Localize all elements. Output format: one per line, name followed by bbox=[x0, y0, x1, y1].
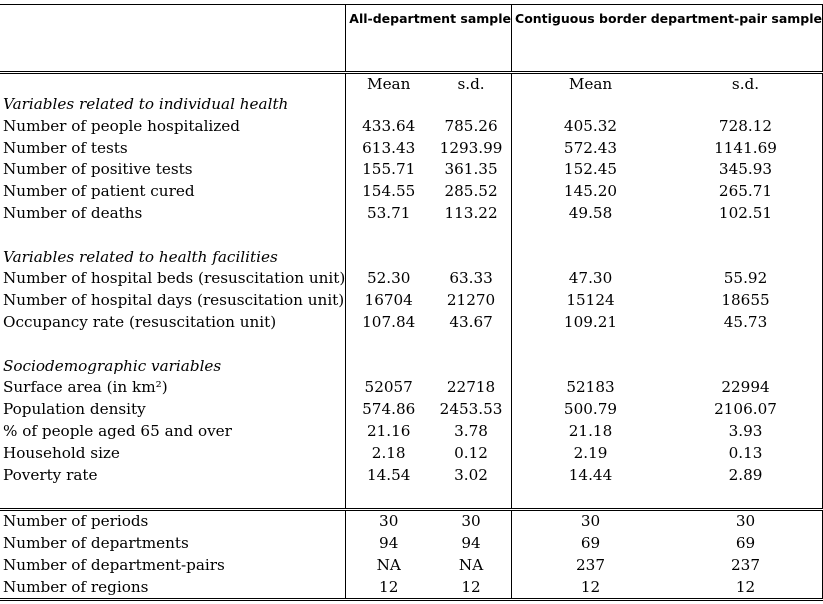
column-header-row bbox=[0, 73, 823, 95]
empty-cell bbox=[346, 334, 428, 356]
value-cell: 109.21 bbox=[563, 312, 618, 331]
mean-header-2: Mean bbox=[512, 73, 666, 95]
value-cell: 0.13 bbox=[666, 443, 823, 465]
counts-body bbox=[0, 510, 823, 600]
value-cell: 14.54 bbox=[366, 465, 411, 484]
value-cell: 16704 bbox=[364, 291, 413, 310]
section-header-row bbox=[0, 356, 823, 378]
value-cell: 113.22 bbox=[428, 203, 511, 225]
value-cell: 69 bbox=[666, 533, 823, 555]
row-label: Number of periods bbox=[0, 510, 346, 533]
empty-cell bbox=[428, 334, 511, 356]
row-label: Surface area (in km²) bbox=[0, 377, 346, 399]
count-row bbox=[0, 577, 823, 600]
value-cell: 237 bbox=[666, 555, 823, 577]
value-cell: 53.71 bbox=[366, 203, 411, 222]
spacer-row bbox=[0, 225, 823, 247]
empty-cell bbox=[346, 247, 428, 269]
value-cell: 30 bbox=[512, 510, 666, 533]
empty-cell bbox=[666, 334, 823, 356]
row-label: Number of departments bbox=[0, 533, 346, 555]
spacer-row bbox=[0, 334, 823, 356]
value-cell: 405.32 bbox=[563, 116, 618, 135]
value-cell: 30 bbox=[666, 510, 823, 533]
value-cell: 500.79 bbox=[563, 400, 618, 419]
spacer-cell bbox=[0, 334, 346, 356]
column-header-blank bbox=[0, 73, 346, 95]
row-label: Number of hospital days (resuscitation unit) bbox=[0, 290, 346, 312]
table-row bbox=[0, 181, 823, 203]
empty-cell bbox=[512, 225, 666, 247]
value-cell: 1141.69 bbox=[666, 138, 823, 160]
section-title: Sociodemographic variables bbox=[0, 356, 346, 378]
empty-cell bbox=[512, 486, 666, 509]
value-cell: 728.12 bbox=[666, 116, 823, 138]
row-label: Number of people hospitalized bbox=[0, 116, 346, 138]
row-label: Population density bbox=[0, 399, 346, 421]
value-cell: 52183 bbox=[566, 378, 615, 397]
value-cell: 145.20 bbox=[563, 182, 618, 201]
statistics-body bbox=[0, 94, 823, 510]
value-cell: 0.12 bbox=[428, 443, 511, 465]
all-department-header: All-department sample bbox=[346, 5, 512, 73]
empty-cell bbox=[666, 225, 823, 247]
row-label: Number of tests bbox=[0, 138, 346, 160]
empty-cell bbox=[428, 356, 511, 378]
row-label: Poverty rate bbox=[0, 465, 346, 487]
empty-cell bbox=[346, 94, 428, 116]
value-cell: 1293.99 bbox=[428, 138, 511, 160]
table-row bbox=[0, 116, 823, 138]
row-label: Number of regions bbox=[0, 577, 346, 600]
value-cell: 21270 bbox=[428, 290, 511, 312]
empty-cell bbox=[512, 247, 666, 269]
count-row bbox=[0, 510, 823, 533]
empty-cell bbox=[428, 486, 511, 509]
value-cell: NA bbox=[376, 555, 401, 574]
table-row bbox=[0, 377, 823, 399]
table-row bbox=[0, 443, 823, 465]
value-cell: 265.71 bbox=[666, 181, 823, 203]
empty-cell bbox=[346, 356, 428, 378]
value-cell: 43.67 bbox=[428, 312, 511, 334]
value-cell: 152.45 bbox=[563, 160, 618, 179]
value-cell: 12 bbox=[346, 577, 428, 600]
value-cell: 45.73 bbox=[666, 312, 823, 334]
row-label: % of people aged 65 and over bbox=[0, 421, 346, 443]
empty-cell bbox=[428, 94, 511, 116]
value-cell: 21.18 bbox=[568, 421, 613, 440]
value-cell: 30 bbox=[346, 510, 428, 533]
value-cell: 14.44 bbox=[568, 465, 613, 484]
value-cell: 21.16 bbox=[366, 421, 411, 440]
section-header-row bbox=[0, 94, 823, 116]
empty-cell bbox=[666, 486, 823, 509]
value-cell: 52057 bbox=[364, 378, 413, 397]
empty-cell bbox=[512, 356, 666, 378]
table-row bbox=[0, 268, 823, 290]
spacer-cell bbox=[0, 225, 346, 247]
value-cell: 361.35 bbox=[428, 159, 511, 181]
section-title: Variables related to individual health bbox=[0, 94, 346, 116]
empty-cell bbox=[428, 247, 511, 269]
spacer-cell bbox=[0, 486, 346, 509]
value-cell: 94 bbox=[428, 533, 511, 555]
empty-cell bbox=[428, 225, 511, 247]
value-cell: 3.02 bbox=[428, 465, 511, 487]
table-row bbox=[0, 290, 823, 312]
value-cell: 2453.53 bbox=[428, 399, 511, 421]
table-row bbox=[0, 421, 823, 443]
empty-cell bbox=[346, 225, 428, 247]
value-cell: 3.93 bbox=[666, 421, 823, 443]
value-cell: 107.84 bbox=[362, 312, 416, 331]
table-row bbox=[0, 138, 823, 160]
value-cell: 52.30 bbox=[366, 269, 411, 288]
row-label: Number of hospital beds (resuscitation unit) bbox=[0, 268, 346, 290]
value-cell: 613.43 bbox=[362, 138, 416, 157]
group-header-row bbox=[0, 5, 823, 73]
empty-cell bbox=[512, 334, 666, 356]
value-cell: 2.89 bbox=[666, 465, 823, 487]
mean-header-1: Mean bbox=[346, 73, 428, 95]
value-cell: 55.92 bbox=[666, 268, 823, 290]
value-cell: 12 bbox=[666, 577, 823, 600]
row-label: Number of deaths bbox=[0, 203, 346, 225]
value-cell: 69 bbox=[580, 533, 601, 552]
value-cell: 22994 bbox=[666, 377, 823, 399]
value-cell: 345.93 bbox=[666, 159, 823, 181]
count-row bbox=[0, 555, 823, 577]
value-cell: 15124 bbox=[566, 291, 615, 310]
value-cell: 47.30 bbox=[568, 269, 613, 288]
value-cell: 433.64 bbox=[362, 116, 416, 135]
value-cell: 785.26 bbox=[428, 116, 511, 138]
value-cell: 30 bbox=[428, 510, 511, 533]
value-cell: 12 bbox=[512, 577, 666, 600]
section-title: Variables related to health facilities bbox=[0, 247, 346, 269]
row-label: Number of patient cured bbox=[0, 181, 346, 203]
value-cell: 12 bbox=[428, 577, 511, 600]
contiguous-pair-header: Contiguous border department-pair sample bbox=[512, 5, 823, 73]
empty-cell bbox=[666, 247, 823, 269]
sd-header-2: s.d. bbox=[666, 73, 823, 95]
value-cell: 2.19 bbox=[573, 443, 608, 462]
empty-cell bbox=[346, 486, 428, 509]
value-cell: 237 bbox=[576, 555, 605, 574]
value-cell: 2106.07 bbox=[666, 399, 823, 421]
value-cell: 155.71 bbox=[362, 160, 416, 179]
count-row bbox=[0, 533, 823, 555]
value-cell: 102.51 bbox=[666, 203, 823, 225]
table-row bbox=[0, 159, 823, 181]
value-cell: 49.58 bbox=[568, 203, 613, 222]
value-cell: 18655 bbox=[666, 290, 823, 312]
sd-header-1: s.d. bbox=[428, 73, 511, 95]
value-cell: 3.78 bbox=[428, 421, 511, 443]
table-row bbox=[0, 465, 823, 487]
empty-cell bbox=[666, 94, 823, 116]
row-label: Household size bbox=[0, 443, 346, 465]
value-cell: 22718 bbox=[428, 377, 511, 399]
value-cell: 154.55 bbox=[362, 182, 416, 201]
value-cell: 572.43 bbox=[563, 138, 618, 157]
row-label: Number of department-pairs bbox=[0, 555, 346, 577]
value-cell: NA bbox=[428, 555, 511, 577]
empty-cell bbox=[666, 356, 823, 378]
table-row bbox=[0, 312, 823, 334]
descriptive-statistics-table bbox=[0, 4, 823, 601]
table-row bbox=[0, 399, 823, 421]
row-label: Occupancy rate (resuscitation unit) bbox=[0, 312, 346, 334]
value-cell: 2.18 bbox=[371, 443, 406, 462]
empty-cell bbox=[512, 94, 666, 116]
spacer-row bbox=[0, 486, 823, 509]
header-blank-cell bbox=[0, 5, 346, 73]
table-row bbox=[0, 203, 823, 225]
value-cell: 285.52 bbox=[428, 181, 511, 203]
value-cell: 574.86 bbox=[362, 400, 416, 419]
section-header-row bbox=[0, 247, 823, 269]
value-cell: 63.33 bbox=[428, 268, 511, 290]
value-cell: 94 bbox=[379, 533, 399, 552]
row-label: Number of positive tests bbox=[0, 159, 346, 181]
